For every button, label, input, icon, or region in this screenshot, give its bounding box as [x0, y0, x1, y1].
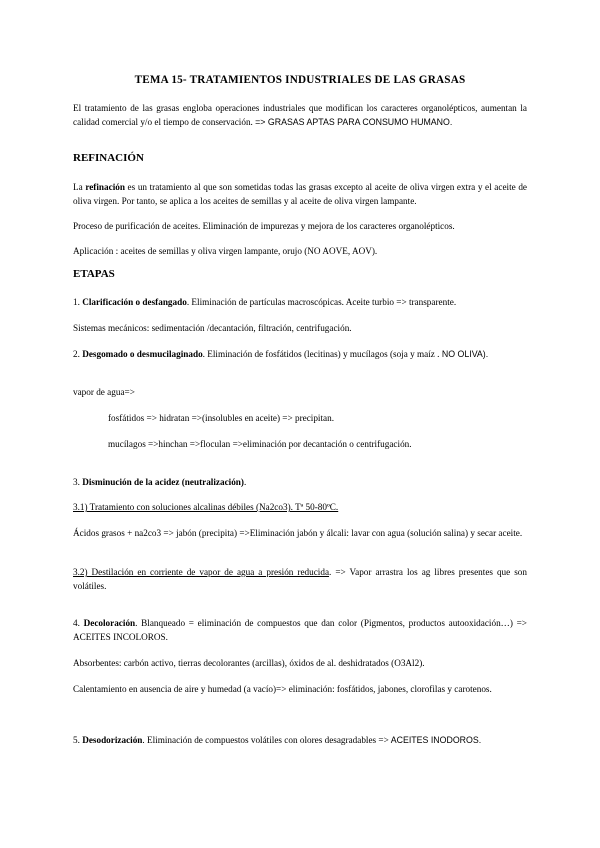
etapa-3-title: Disminución de la acidez (neutralización)	[82, 477, 244, 487]
etapa-3-2-text: . => Vapor arrastra los ag libres presentes que son volátiles.	[73, 567, 527, 591]
etapa-2-mucilagos: mucílagos =>hinchan =>floculan =>eliminación por decantación o centrifugación.	[108, 439, 412, 449]
etapa-5-text: . Eliminación de compuestos volátiles con olores desagradables =>	[142, 735, 389, 745]
etapa-3-2	[73, 565, 527, 593]
refinacion-p1-pre: La	[73, 182, 86, 192]
intro-text: El tratamiento de las grasas engloba operaciones industriales que modifican los caracteres organolépticos, aumentan la calidad comercial y/o el tiempo de conservación.	[73, 103, 527, 127]
refinacion-paragraph-2: Proceso de purificación de aceites. Eliminación de impurezas y mejora de los caracteres organolépticos.	[73, 221, 455, 231]
etapa-3-1-title: 3.1) Tratamiento con soluciones alcalinas débiles (Na2co3). Tª 50-80ºC.	[73, 502, 339, 512]
etapa-1-text: . Eliminación de partículas macroscópicas. Aceite turbio => transparente.	[186, 297, 457, 307]
etapa-2-fosfatidos: fosfátidos => hidratan =>(insolubles en aceite) => precipitan.	[108, 413, 334, 423]
etapa-5-title: Desodorización	[82, 735, 143, 745]
refinacion-p1-bold: refinación	[85, 182, 125, 192]
etapa-2-title: Desgomado o desmucilaginado	[82, 349, 203, 359]
etapa-1-number: 1.	[73, 297, 83, 307]
refinacion-paragraph-3: Aplicación : aceites de semillas y oliva virgen lampante, orujo (NO AOVE, AOV).	[73, 246, 378, 256]
etapa-3-1	[73, 500, 527, 514]
etapa-3-end: .	[243, 477, 247, 487]
etapa-2-number: 2.	[73, 349, 83, 359]
etapa-4-calentamiento: Calentamiento en ausencia de aire y humedad (a vacío)=> eliminación: fosfátidos, jabones, clorofilas y carotenos.	[73, 684, 492, 694]
etapa-1-sistemas: Sistemas mecánicos: sedimentación /decantación, filtración, centrifugación.	[73, 323, 352, 333]
heading-refinacion: REFINACIÓN	[73, 152, 144, 164]
document-title: TEMA 15- TRATAMIENTOS INDUSTRIALES DE LAS GRASAS	[134, 74, 466, 86]
etapa-5-number: 5.	[73, 735, 83, 745]
etapa-3-1-text: Ácidos grasos + na2co3 => jabón (precipita) =>Eliminación jabón y álcali: lavar con agua (solución salina) y secar aceite.	[73, 528, 523, 538]
heading-etapas: ETAPAS	[73, 268, 115, 280]
etapa-1-title: Clarificación o desfangado	[82, 297, 187, 307]
intro-highlight: => GRASAS APTAS PARA CONSUMO HUMANO.	[255, 117, 453, 127]
etapa-3	[73, 475, 527, 489]
etapa-4	[73, 616, 527, 644]
etapa-2-tail: NO OLIVA).	[439, 349, 489, 359]
etapa-2-text: . Eliminación de fosfátidos (lecitinas) y mucílagos (soja y maíz .	[202, 349, 440, 359]
refinacion-paragraph-1	[73, 180, 527, 208]
etapa-3-2-title: 3.2) Destilación en corriente de vapor de agua a presión reducida	[73, 567, 330, 577]
etapa-4-title: Decoloración	[83, 618, 136, 628]
etapa-3-number: 3.	[73, 477, 83, 487]
etapa-5	[73, 733, 527, 747]
etapa-4-absorbentes: Absorbentes: carbón activo, tierras decolorantes (arcillas), óxidos de al. deshidratados (O3Al2).	[73, 658, 425, 668]
etapa-4-number: 4.	[73, 618, 84, 628]
etapa-5-tail: ACEITES INODOROS.	[388, 735, 482, 745]
intro-paragraph	[73, 101, 527, 129]
etapa-2-vapor: vapor de agua=>	[73, 387, 135, 397]
etapa-1	[73, 295, 527, 309]
refinacion-p1-post: es un tratamiento al que son sometidas todas las grasas excepto al aceite de oliva virgen extra y el aceite de oliva virgen. Por tanto, se aplica a los aceites de semillas y al aceite de oliva virgen lampante.	[73, 182, 527, 206]
etapa-2	[73, 347, 527, 361]
etapa-4-text: . Blanqueado = eliminación de compuestos que dan color (Pigmentos, productos autooxidación…) => ACEITES INCOLOROS.	[73, 618, 527, 642]
